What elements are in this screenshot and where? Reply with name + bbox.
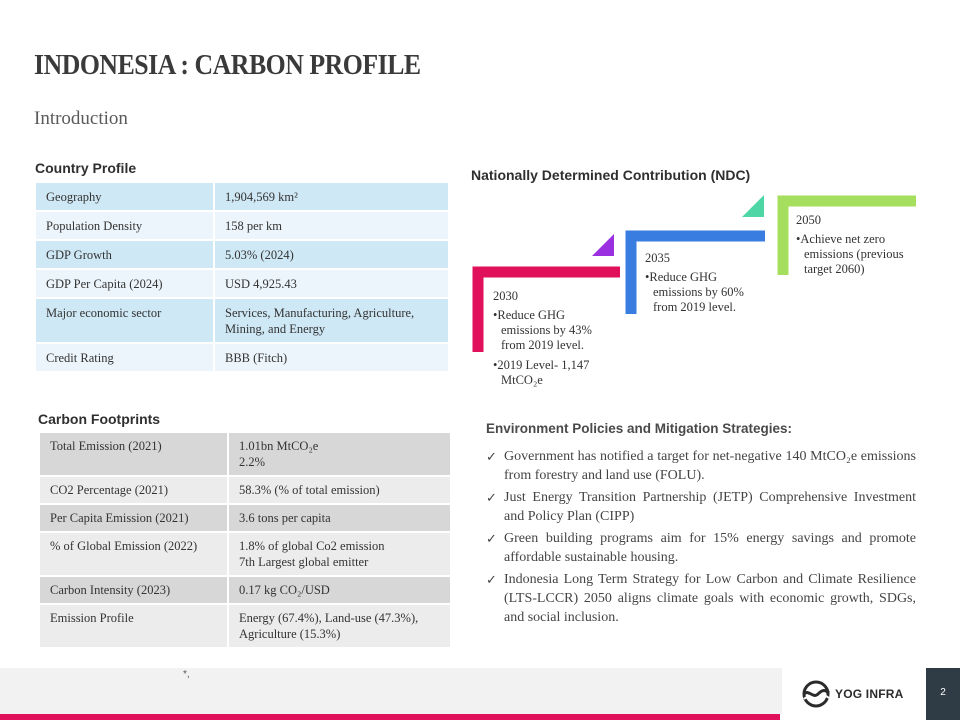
checkmark-icon: ✓ [486, 449, 497, 464]
footer-accent-stripe [0, 714, 780, 720]
ndc-step-2030-text [493, 289, 608, 393]
ndc-year: 2050 [796, 213, 821, 227]
ndc-heading: Nationally Determined Contribution (NDC) [471, 167, 751, 183]
ndc-year: 2030 [493, 289, 518, 303]
table-key: Population Density [35, 211, 214, 240]
table-value: USD 4,925.43 [214, 269, 449, 298]
table-row [35, 211, 449, 240]
page-subtitle: Introduction [34, 108, 128, 129]
table-value: 158 per km [214, 211, 449, 240]
table-key: Carbon Intensity (2023) [39, 576, 228, 604]
ndc-step-2050-text [796, 213, 914, 282]
table-row [39, 532, 451, 576]
ndc-year: 2035 [645, 251, 670, 265]
table-value: 0.17 kg CO₂/USD [228, 576, 451, 604]
value-line: 1.01bn MtCO₂e [239, 439, 319, 453]
ndc-step-2035-text [645, 251, 761, 320]
checkmark-icon: ✓ [486, 572, 497, 587]
country-profile-table [34, 181, 450, 373]
table-value: Services, Manufacturing, Agriculture, Mining, and Energy [214, 298, 449, 343]
table-key: GDP Per Capita (2024) [35, 269, 214, 298]
list-item: ✓ Government has notified a target for net-negative 140 MtCO₂e emissions from forestry and land use (FOLU). [486, 449, 916, 483]
yog-infra-logo-icon [802, 680, 830, 708]
list-item: ✓ Just Energy Transition Partnership (JETP) Comprehensive Investment and Policy Plan (CIPP) [486, 490, 916, 524]
table-value: 58.3% (% of total emission) [228, 476, 451, 504]
ndc-step-2035-corner [742, 195, 764, 217]
value-line-2: 2.2% [239, 455, 266, 469]
ndc-bullet: •Reduce GHG emissions by 60% from 2019 level. [645, 270, 744, 314]
page-title: INDONESIA : CARBON PROFILE [34, 50, 421, 81]
environment-heading: Environment Policies and Mitigation Strategies: [486, 421, 793, 436]
table-row [39, 604, 451, 648]
table-key: Per Capita Emission (2021) [39, 504, 228, 532]
table-value: 1,904,569 km² [214, 182, 449, 211]
table-value: 5.03% (2024) [214, 240, 449, 269]
carbon-footprints-table [38, 431, 452, 649]
table-row [39, 476, 451, 504]
table-key: GDP Growth [35, 240, 214, 269]
value-line: 1.8% of global Co2 emission [239, 539, 385, 553]
table-row [35, 269, 449, 298]
logo-text: YOG INFRA [835, 687, 904, 701]
table-key: Emission Profile [39, 604, 228, 648]
checkmark-icon: ✓ [486, 490, 497, 505]
table-value: 3.6 tons per capita [228, 504, 451, 532]
ndc-bullet: •Achieve net zero emissions (previous target 2060) [796, 232, 904, 276]
ndc-bullet: •Reduce GHG emissions by 43% from 2019 level. [493, 308, 592, 352]
table-key: CO2 Percentage (2021) [39, 476, 228, 504]
table-row [35, 182, 449, 211]
table-key: % of Global Emission (2022) [39, 532, 228, 576]
country-profile-heading: Country Profile [35, 160, 137, 176]
table-value [228, 532, 451, 576]
table-key: Total Emission (2021) [39, 432, 228, 476]
ndc-step-2030-corner [592, 234, 614, 256]
carbon-footprints-heading: Carbon Footprints [38, 411, 161, 427]
table-key: Credit Rating [35, 343, 214, 372]
list-item: ✓ Indonesia Long Term Strategy for Low Carbon and Climate Resilience (LTS-LCCR) 2050 aligns climate goals with economic growth, SDGs, and social inclusion. [486, 572, 916, 625]
table-row [39, 576, 451, 604]
footer-note: *, [183, 669, 190, 680]
table-value [228, 432, 451, 476]
table-value: Energy (67.4%), Land-use (47.3%), Agriculture (15.3%) [228, 604, 451, 648]
table-key: Major economic sector [35, 298, 214, 343]
value-line-2: 7th Largest global emitter [239, 555, 369, 569]
table-key: Geography [35, 182, 214, 211]
page-number: 2 [926, 668, 960, 720]
ndc-bullet: •2019 Level- 1,147 MtCO₂e [493, 358, 590, 387]
environment-list [486, 447, 916, 630]
table-row [39, 504, 451, 532]
list-item: ✓ Green building programs aim for 15% energy savings and promote affordable sustainable housing. [486, 531, 916, 565]
table-row [35, 343, 449, 372]
table-row [35, 240, 449, 269]
checkmark-icon: ✓ [486, 531, 497, 546]
table-row [39, 432, 451, 476]
table-row [35, 298, 449, 343]
table-value: BBB (Fitch) [214, 343, 449, 372]
